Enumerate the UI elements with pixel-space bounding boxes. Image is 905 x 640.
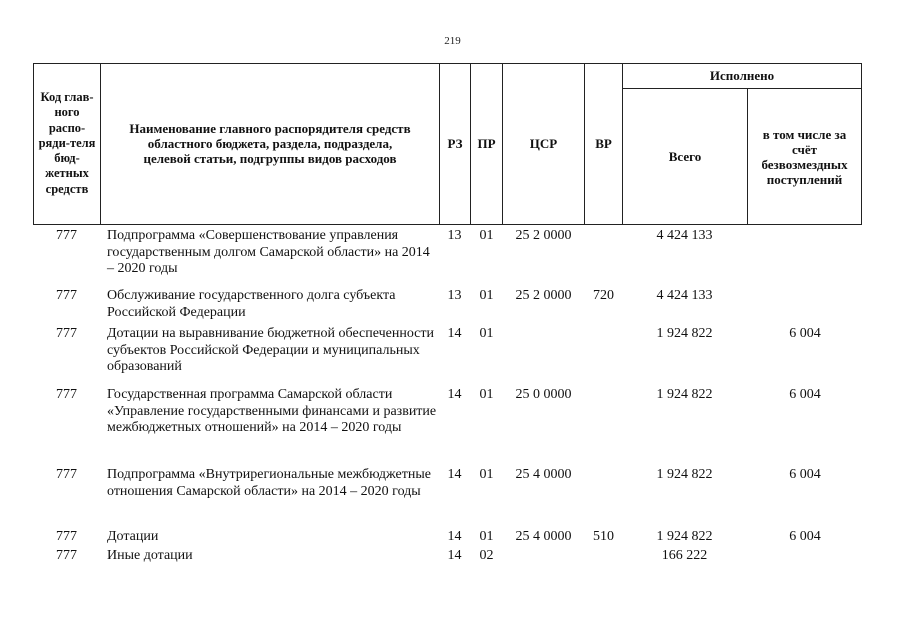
row-total: 1 924 822 (656, 326, 713, 341)
header-bottom-border (33, 224, 862, 225)
header-rz-text: РЗ (447, 136, 463, 151)
row-pr: 01 (479, 467, 494, 482)
header-code-text: Код глав-ного распо-ряди-теля бюд-жетных средств (38, 90, 96, 196)
row-rz: 14 (447, 529, 462, 544)
row-total: 166 222 (661, 548, 708, 563)
row-code: 777 (56, 467, 77, 482)
header-pr (471, 63, 502, 224)
header-executed-text: Исполнено (709, 68, 775, 83)
row-total: 1 924 822 (656, 467, 713, 482)
row-name: Дотации (107, 529, 159, 544)
row-code: 777 (56, 548, 77, 563)
row-total: 4 424 133 (656, 228, 713, 243)
row-pr: 02 (479, 548, 494, 563)
row-rz: 14 (447, 467, 462, 482)
header-csr (503, 63, 584, 224)
row-free: 6 004 (789, 467, 821, 482)
row-name: Иные дотации (107, 548, 193, 563)
row-pr: 01 (479, 288, 494, 303)
row-code: 777 (56, 529, 77, 544)
col-border (861, 63, 862, 225)
row-free: 6 004 (789, 387, 821, 402)
header-csr-text: ЦСР (529, 136, 558, 151)
row-vr: 510 (593, 529, 614, 544)
row-name: Обслуживание государственного долга субъекта Российской Федерации (107, 288, 396, 320)
header-executed (623, 63, 861, 88)
row-total: 1 924 822 (656, 529, 713, 544)
row-code: 777 (56, 326, 77, 341)
row-name: Подпрограмма «Внутрирегиональные межбюджетные отношения Самарской области» на 2014 – 2020 годы (107, 467, 431, 499)
header-vr (585, 63, 622, 224)
row-name: Государственная программа Самарской области «Управление государственными финансами и развитие межбюджетных отношений» на 2014 – 2020 годы (107, 387, 437, 435)
row-rz: 13 (447, 288, 462, 303)
header-total-text: Всего (668, 149, 702, 164)
row-name: Подпрограмма «Совершенствование управления государственным долгом Самарской области» на 2014 – 2020 годы (107, 228, 430, 276)
row-csr: 25 4 0000 (515, 529, 572, 544)
row-rz: 13 (447, 228, 462, 243)
row-name: Дотации на выравнивание бюджетной обеспеченности субъектов Российской Федерации и муниципальных образований (107, 326, 434, 374)
header-pr-text: ПР (477, 136, 496, 151)
row-total: 1 924 822 (656, 387, 713, 402)
header-total (623, 89, 747, 224)
row-pr: 01 (479, 387, 494, 402)
page-number: 219 (444, 35, 461, 47)
header-free-text: в том числе за счёт безвозмездных поступлений (761, 126, 848, 187)
row-free: 6 004 (789, 326, 821, 341)
row-code: 777 (56, 228, 77, 243)
row-vr: 720 (593, 288, 614, 303)
row-csr: 25 4 0000 (515, 467, 572, 482)
header-vr-text: ВР (595, 136, 612, 151)
header-rz (440, 63, 470, 224)
row-pr: 01 (479, 326, 494, 341)
row-csr: 25 2 0000 (515, 228, 572, 243)
header-free (748, 89, 861, 224)
row-pr: 01 (479, 529, 494, 544)
row-pr: 01 (479, 228, 494, 243)
row-total: 4 424 133 (656, 288, 713, 303)
row-rz: 14 (447, 387, 462, 402)
header-code (34, 63, 100, 224)
row-code: 777 (56, 387, 77, 402)
header-name (101, 63, 439, 224)
table-header (33, 63, 862, 225)
row-rz: 14 (447, 326, 462, 341)
row-csr: 25 0 0000 (515, 387, 572, 402)
row-csr: 25 2 0000 (515, 288, 572, 303)
header-name-text: Наименование главного распорядителя средств областного бюджета, раздела, подраздела, целевой статьи, подгруппы видов расходов (129, 121, 411, 166)
row-rz: 14 (447, 548, 462, 563)
row-free: 6 004 (789, 529, 821, 544)
row-code: 777 (56, 288, 77, 303)
